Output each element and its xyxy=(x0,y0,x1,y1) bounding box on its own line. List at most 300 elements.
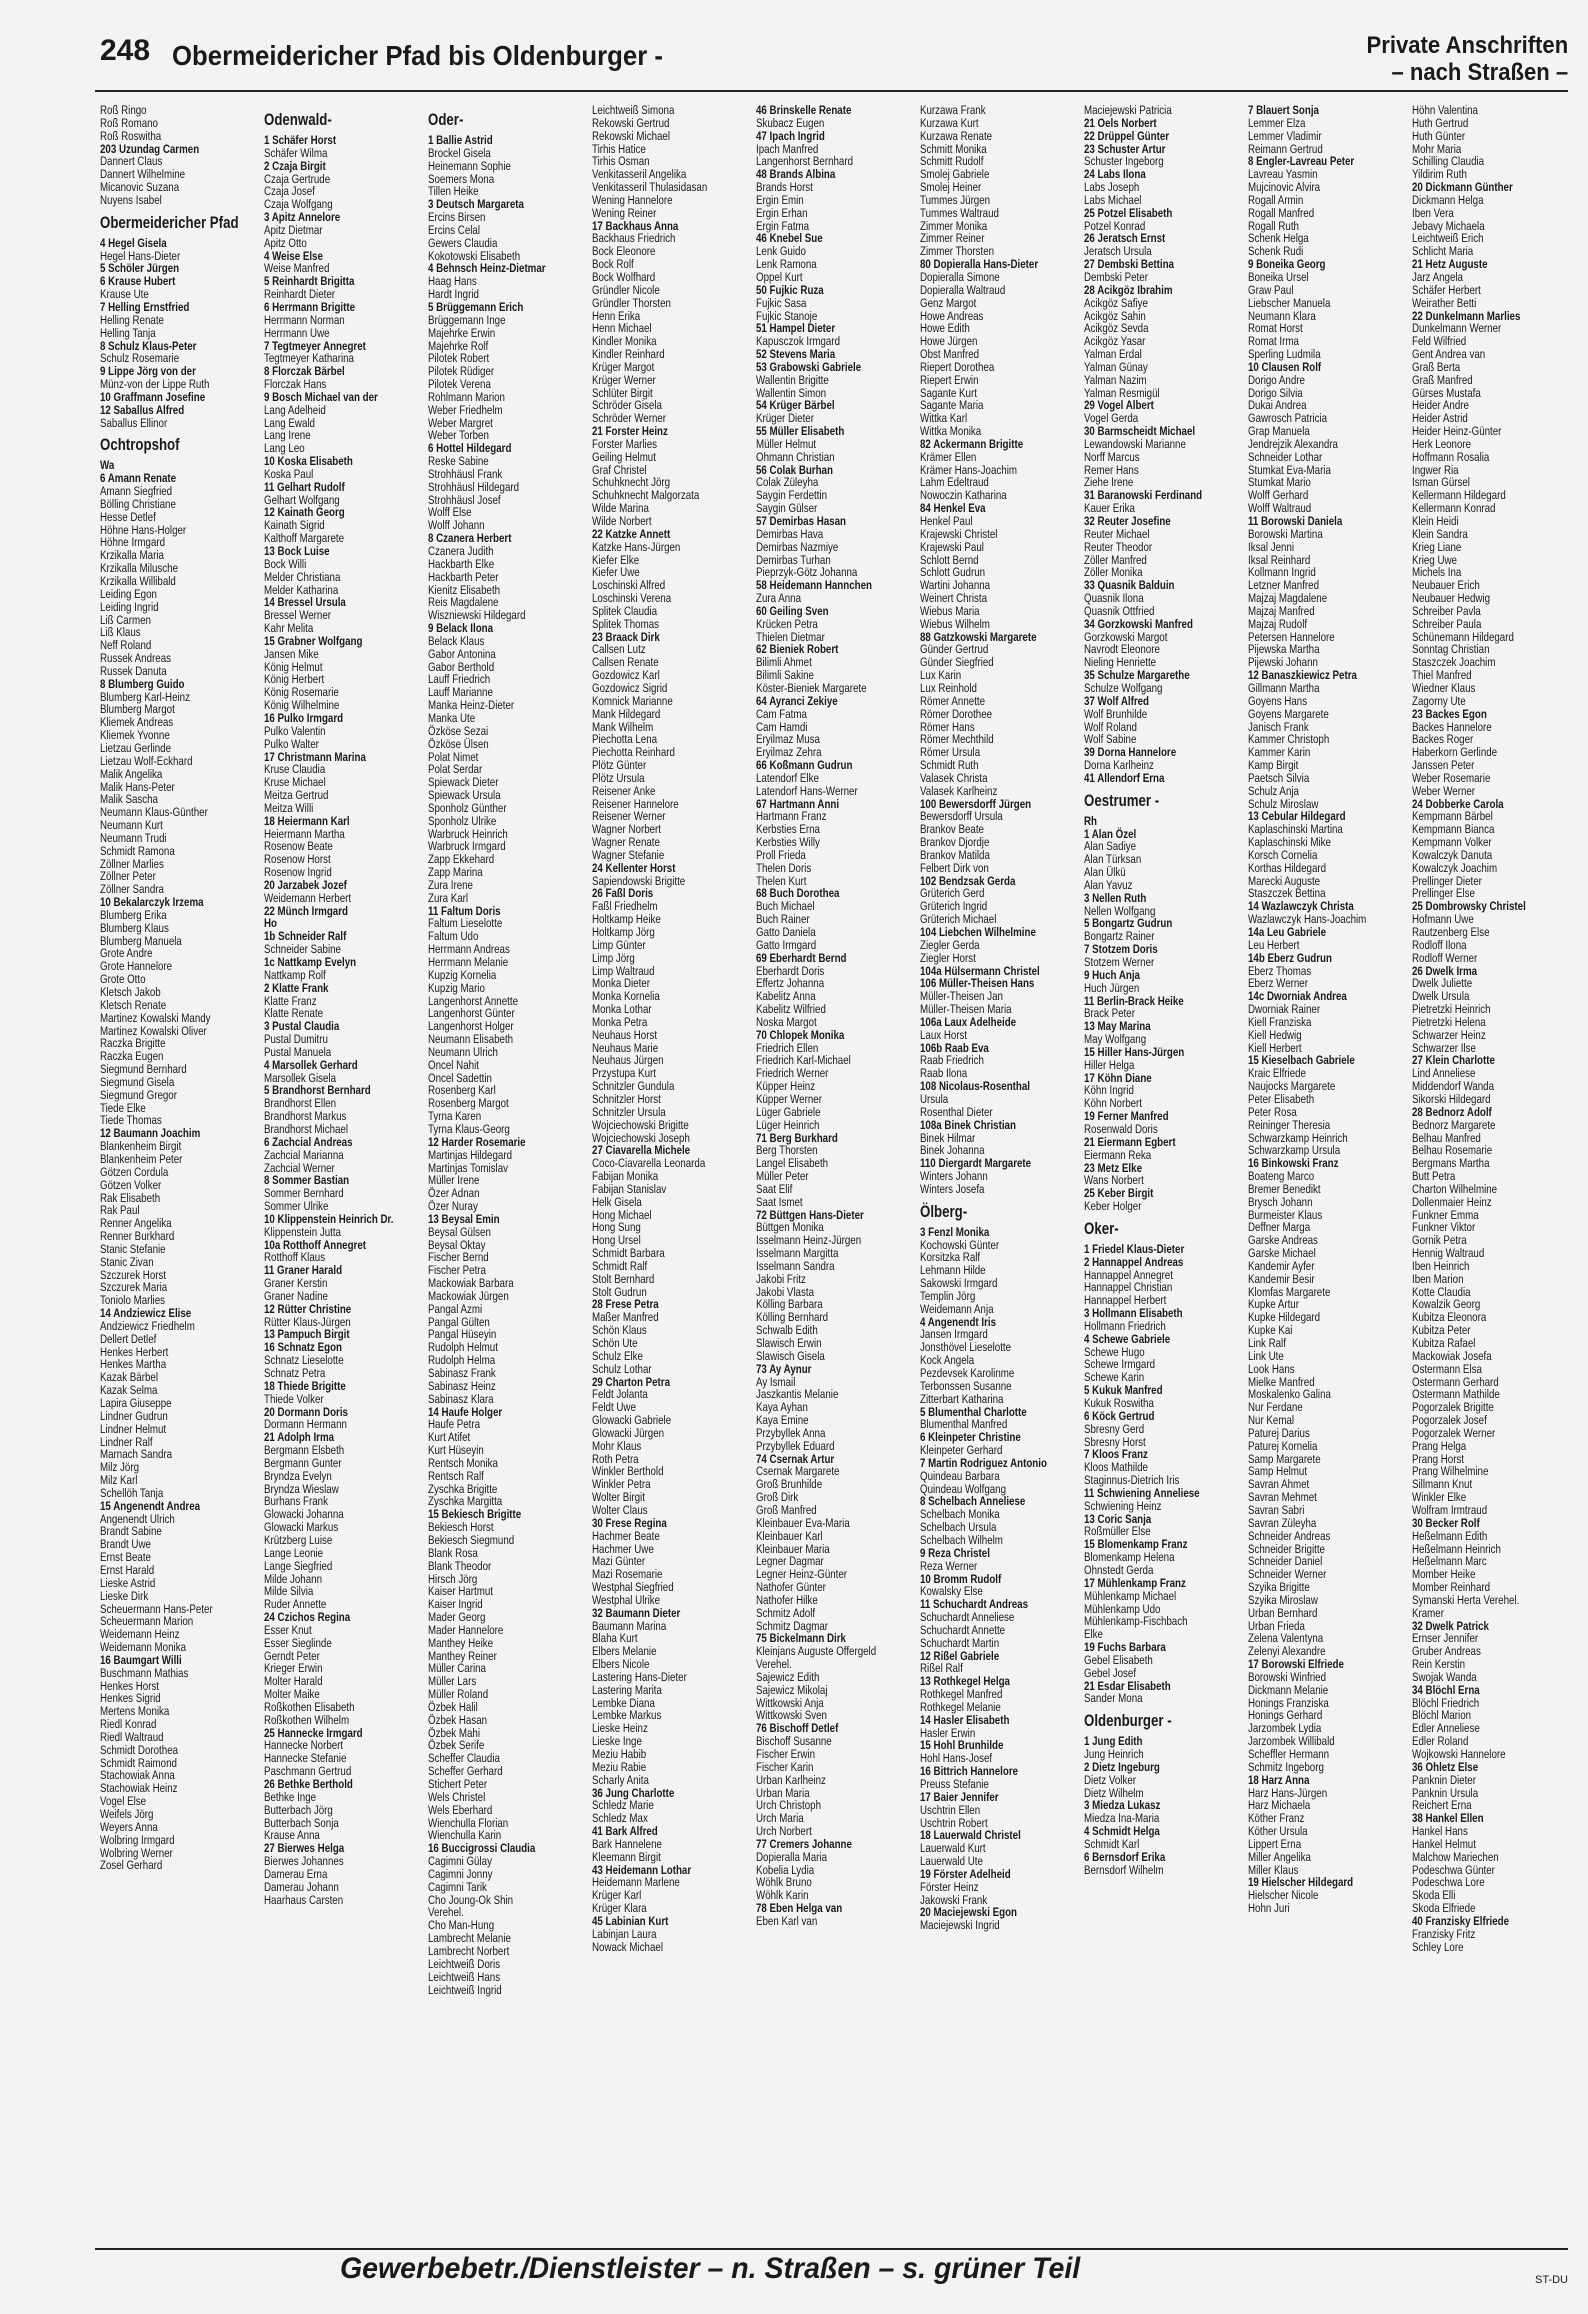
directory-entry: Blankenheim Peter xyxy=(100,1151,183,1166)
directory-entry: Czanera Judith xyxy=(428,544,494,558)
directory-entry: Schenk Rudi xyxy=(1248,244,1304,259)
directory-entry: Brankov Beate xyxy=(920,822,984,837)
directory-entry: 12 Saballus Alfred xyxy=(100,402,185,417)
directory-entry: Brysch Johann xyxy=(1248,1194,1313,1209)
directory-entry: Melder Christiana xyxy=(264,569,341,584)
directory-entry: Yalman Günay xyxy=(1084,359,1148,374)
directory-entry: Krämer Ellen xyxy=(920,449,977,464)
directory-entry: Glowacki Jürgen xyxy=(592,1425,665,1440)
directory-entry: 16 Schnatz Egon xyxy=(264,1340,343,1355)
directory-entry: Swojak Wanda xyxy=(1412,1669,1477,1684)
directory-entry: Kiell Franziska xyxy=(1248,1014,1312,1029)
directory-entry: Nowack Michael xyxy=(592,1939,663,1954)
directory-entry: Wening Hannelore xyxy=(592,192,673,207)
directory-entry: Sbresny Horst xyxy=(1084,1434,1146,1449)
directory-entry: Szyika Brigitte xyxy=(1248,1580,1310,1595)
directory-entry: Kempmann Bärbel xyxy=(1412,809,1493,824)
directory-entry: Look Hans xyxy=(1248,1361,1295,1376)
directory-entry: Kletsch Jakob xyxy=(100,985,161,999)
directory-entry: Weifels Jörg xyxy=(100,1807,154,1821)
directory-entry: Schmitt Monika xyxy=(920,141,987,156)
directory-entry: 20 Maciejewski Egon xyxy=(920,1905,1018,1920)
directory-entry: Gillmann Martha xyxy=(1248,680,1320,695)
directory-entry: Wiebus Maria xyxy=(920,603,980,618)
directory-entry: Lang Leo xyxy=(264,441,305,456)
directory-entry: Wagner Renate xyxy=(592,835,660,850)
directory-entry: Langenhorst Annette xyxy=(428,993,518,1008)
directory-entry: Blaha Kurt xyxy=(592,1631,638,1646)
directory-entry: Tillen Heike xyxy=(428,184,479,199)
directory-entry: Schmitz Dagmar xyxy=(756,1618,829,1633)
directory-entry: 106b Raab Eva xyxy=(920,1040,989,1055)
directory-entry: 7 Martin Rodriguez Antonio xyxy=(920,1455,1047,1470)
directory-entry: 17 Backhaus Anna xyxy=(592,218,679,233)
directory-entry: 32 Baumann Dieter xyxy=(592,1605,681,1620)
directory-entry: Belhau Manfred xyxy=(1412,1130,1481,1145)
directory-entry: Martinjas Tomislav xyxy=(428,1160,509,1175)
directory-entry: Özköse Ülsen xyxy=(428,736,489,751)
directory-entry: Isman Gürsel xyxy=(1412,475,1470,490)
directory-entry: Lavreau Yasmin xyxy=(1248,167,1318,182)
directory-entry: Brankov Djordje xyxy=(920,835,990,850)
directory-entry: Kloos Mathilde xyxy=(1084,1460,1148,1475)
directory-entry: Damerau Erna xyxy=(264,1866,328,1881)
directory-entry: Bilimli Ahmet xyxy=(756,655,812,670)
directory-entry: Jaszkantis Melanie xyxy=(756,1387,839,1402)
directory-entry: Wagner Stefanie xyxy=(592,847,665,862)
directory-entry: 5 Bongartz Gudrun xyxy=(1084,916,1173,931)
directory-entry: Raab Ilona xyxy=(920,1066,968,1081)
directory-entry: 8 Florczak Bärbel xyxy=(264,364,345,379)
directory-entry: 28 Bednorz Adolf xyxy=(1412,1104,1492,1119)
directory-entry: 11 Graner Harald xyxy=(264,1263,343,1278)
directory-entry: Korsitzka Ralf xyxy=(920,1250,981,1265)
directory-entry: 40 Franzisky Elfriede xyxy=(1412,1913,1510,1928)
directory-entry: 3 Hollmann Elisabeth xyxy=(1084,1306,1183,1321)
directory-entry: Leu Herbert xyxy=(1248,937,1300,952)
directory-entry: Özbek Serife xyxy=(428,1738,485,1753)
directory-entry: Wojciechowski Joseph xyxy=(592,1130,690,1145)
directory-entry: Meziu Rabie xyxy=(592,1759,647,1774)
directory-entry: Zagorny Ute xyxy=(1412,693,1466,708)
directory-entry: Stolt Gudrun xyxy=(592,1284,647,1299)
directory-entry: Krajewski Christel xyxy=(920,526,998,541)
directory-entry: Esser Knut xyxy=(264,1622,312,1637)
directory-entry: Jansen Mike xyxy=(264,646,319,661)
directory-entry: Raczka Eugen xyxy=(100,1049,164,1064)
directory-entry: Klippenstein Jutta xyxy=(264,1224,341,1239)
directory-entry: Thelen Doris xyxy=(756,860,812,875)
directory-entry: 37 Wolf Alfred xyxy=(1084,693,1150,708)
directory-entry: 18 Harz Anna xyxy=(1248,1772,1310,1787)
directory-entry: Friedrich Ellen xyxy=(756,1040,819,1055)
directory-entry: 54 Krüger Bärbel xyxy=(756,398,835,413)
directory-entry: Müller Roland xyxy=(428,1687,489,1702)
directory-entry: Dollenmaier Heinz xyxy=(1412,1194,1492,1209)
directory-entry: Rothkegel Manfred xyxy=(920,1687,1003,1702)
directory-entry: Weber Werner xyxy=(1412,783,1476,798)
directory-entry: Bock Rolf xyxy=(592,257,634,272)
directory-entry: 29 Charton Petra xyxy=(592,1374,671,1389)
directory-entry: Naujocks Margarete xyxy=(1248,1079,1336,1094)
directory-entry: Krücken Petra xyxy=(756,616,818,631)
directory-entry: Kotte Claudia xyxy=(1412,1284,1471,1299)
directory-entry: Hachmer Beate xyxy=(592,1528,660,1543)
directory-entry: Rogall Manfred xyxy=(1248,205,1315,220)
directory-entry: Isselmann Sandra xyxy=(756,1258,835,1273)
directory-entry: Demirbas Hava xyxy=(756,526,824,541)
directory-entry: Szczurek Maria xyxy=(100,1280,168,1295)
directory-entry: Schwarzkamp Heinrich xyxy=(1248,1130,1348,1145)
directory-entry: Leichtweiß Erich xyxy=(1412,231,1484,246)
directory-entry: Höhne Hans-Holger xyxy=(100,522,187,537)
directory-entry: Henn Erika xyxy=(592,308,641,323)
directory-entry: Acikgöz Yasar xyxy=(1084,334,1146,349)
directory-entry: Navrodt Eleonore xyxy=(1084,642,1160,657)
directory-entry: Kauer Erika xyxy=(1084,501,1135,516)
directory-entry: Scheuermann Marion xyxy=(100,1614,194,1629)
directory-entry: König Helmut xyxy=(264,659,323,674)
directory-entry: Wittka Karl xyxy=(920,411,968,426)
directory-entry: 5 Schöler Jürgen xyxy=(100,261,180,276)
directory-entry: Wöhlk Bruno xyxy=(756,1875,812,1890)
directory-entry: 46 Knebel Sue xyxy=(756,231,823,246)
directory-entry: Przybyllek Anna xyxy=(756,1425,826,1440)
directory-entry: Fischer Petra xyxy=(428,1263,486,1278)
directory-entry: Wolff Gerhard xyxy=(1248,488,1309,503)
directory-entry: 77 Cremers Johanne xyxy=(756,1836,852,1851)
directory-entry: 106a Laux Adelheide xyxy=(920,1014,1017,1029)
directory-entry: Jebavy Michaela xyxy=(1412,218,1485,233)
directory-entry: 19 Hielscher Hildegard xyxy=(1248,1875,1354,1890)
directory-entry: Wa xyxy=(100,458,115,473)
directory-entry: Oncel Nahit xyxy=(428,1057,479,1072)
directory-entry: 43 Heidemann Lothar xyxy=(592,1862,692,1877)
directory-entry: Pieprzyk-Götz Johanna xyxy=(756,565,858,580)
directory-entry: Schneider Daniel xyxy=(1248,1554,1323,1569)
directory-entry: 29 Vogel Albert xyxy=(1084,398,1154,413)
directory-entry: Bethke Inge xyxy=(264,1789,317,1804)
directory-entry: Liß Klaus xyxy=(100,625,141,640)
directory-entry: Quasnik Ottfried xyxy=(1084,603,1155,618)
directory-entry: Sponholz Ulrike xyxy=(428,813,497,828)
directory-entry: Miller Klaus xyxy=(1248,1862,1299,1877)
directory-entry: Mader Hannelore xyxy=(428,1622,504,1637)
directory-entry: Siegmund Gisela xyxy=(100,1074,175,1089)
directory-entry: Pilotek Rüdiger xyxy=(428,364,495,379)
directory-entry: Schön Ute xyxy=(592,1336,638,1350)
directory-entry: Ernst Beate xyxy=(100,1550,151,1565)
directory-entry: Zura Karl xyxy=(428,890,469,905)
directory-entry: Coco-Ciavarella Leonarda xyxy=(592,1156,706,1171)
directory-entry: Mujcinovic Alvira xyxy=(1248,180,1321,195)
directory-entry: 1 Friedel Klaus-Dieter xyxy=(1084,1241,1185,1256)
directory-entry: 45 Labinian Kurt xyxy=(592,1913,669,1928)
directory-entry: Kabelitz Wilfried xyxy=(756,1002,826,1017)
directory-entry: Krüger Werner xyxy=(592,372,656,387)
directory-entry: Florczak Hans xyxy=(264,377,327,392)
directory-entry: Blank Theodor xyxy=(428,1558,492,1573)
directory-entry: 19 Ferner Manfred xyxy=(1084,1109,1169,1124)
directory-entry: Brack Peter xyxy=(1084,1006,1135,1021)
directory-entry: Kaplaschinski Mike xyxy=(1248,835,1331,850)
directory-entry: 5 Brüggemann Erich xyxy=(428,299,524,314)
directory-entry: Kurzawa Kurt xyxy=(920,115,979,130)
directory-entry: Kletsch Renate xyxy=(100,997,167,1012)
directory-entry: Neubauer Hedwig xyxy=(1412,591,1491,606)
directory-entry: Podeschwa Günter xyxy=(1412,1862,1495,1877)
directory-entry: Tummes Jürgen xyxy=(920,192,991,207)
directory-entry: Neumann Elisabeth xyxy=(428,1032,514,1047)
directory-entry: Berg Thorsten xyxy=(756,1143,818,1158)
directory-entry: Kaiser Hartmut xyxy=(428,1584,494,1599)
directory-entry: Melder Katharina xyxy=(264,582,339,597)
directory-entry: Kleemann Birgit xyxy=(592,1849,661,1864)
directory-entry: Nathofer Günter xyxy=(756,1580,826,1595)
directory-entry: Schneider Brigitte xyxy=(1248,1541,1325,1556)
directory-entry: Schwalb Edith xyxy=(756,1323,818,1338)
directory-entry: Siegmund Bernhard xyxy=(100,1062,187,1077)
directory-entry: Nur Kemal xyxy=(1248,1413,1295,1428)
directory-entry: Gornik Petra xyxy=(1412,1233,1467,1248)
directory-entry: 47 Ipach Ingrid xyxy=(756,128,825,143)
directory-entry: Piechotta Lena xyxy=(592,732,658,747)
directory-entry: Winkler Berthold xyxy=(592,1464,664,1479)
directory-entry: 27 Ciavarella Michele xyxy=(592,1143,691,1158)
directory-entry: Scheuermann Hans-Peter xyxy=(100,1601,213,1616)
directory-entry: Zura Anna xyxy=(756,591,801,606)
directory-entry: Majzaj Manfred xyxy=(1248,603,1315,618)
directory-entry: Glowacki Johanna xyxy=(264,1507,344,1522)
footer-text: Gewerbebetr./Dienstleister – n. Straßen – s. grüner Teil xyxy=(340,2252,1081,2285)
directory-entry: Remer Hans xyxy=(1084,462,1139,477)
directory-entry: 110 Diergardt Margarete xyxy=(920,1156,1032,1171)
directory-entry: Schewe Karin xyxy=(1084,1370,1145,1385)
directory-entry: Romat Horst xyxy=(1248,321,1303,336)
directory-entry: Gent Andrea van xyxy=(1412,347,1486,362)
directory-entry: Edler Roland xyxy=(1412,1734,1469,1749)
directory-entry: 62 Bieniek Robert xyxy=(756,642,839,657)
directory-entry: Spiewack Dieter xyxy=(428,775,499,790)
directory-entry: 28 Acikgöz Ibrahim xyxy=(1084,282,1173,297)
directory-entry: Schmitz Ingeborg xyxy=(1248,1759,1324,1774)
directory-entry: Roß Romano xyxy=(100,115,158,130)
directory-entry: Günder Siegfried xyxy=(920,655,994,670)
directory-entry: Özer Adnan xyxy=(428,1186,480,1201)
directory-entry: Paetsch Silvia xyxy=(1248,770,1310,785)
directory-entry: Bergmann Elsbeth xyxy=(264,1443,345,1458)
directory-entry: Mazi Rosemarie xyxy=(592,1567,663,1582)
directory-entry: Krämer Hans-Joachim xyxy=(920,462,1017,477)
directory-entry: Kowalczyk Joachim xyxy=(1412,860,1498,875)
directory-entry: Schmidt Raimond xyxy=(100,1755,177,1770)
directory-entry: Jansen Irmgard xyxy=(920,1327,988,1342)
directory-entry: Sagante Maria xyxy=(920,398,984,413)
directory-entry: Herrmann Norman xyxy=(264,312,345,327)
directory-entry: Nathofer Hilke xyxy=(756,1592,818,1607)
directory-entry: Klatte Franz xyxy=(264,993,317,1008)
directory-entry: Deffner Marga xyxy=(1248,1220,1311,1235)
directory-entry: Kölling Barbara xyxy=(756,1297,823,1312)
directory-entry: 20 Dickmann Günther xyxy=(1412,180,1513,195)
directory-entry: Kliemek Yvonne xyxy=(100,728,170,743)
directory-entry: Riepert Erwin xyxy=(920,372,979,387)
directory-entry: Mertens Monika xyxy=(100,1704,170,1719)
directory-entry: 203 Uzundag Carmen xyxy=(100,141,200,156)
directory-entry: Lahm Edeltraud xyxy=(920,475,989,490)
directory-entry: Blöchl Marion xyxy=(1412,1708,1472,1723)
directory-entry: Komnick Marianne xyxy=(592,693,673,708)
directory-entry: Kammer Karin xyxy=(1248,745,1311,760)
directory-entry: 20 Dormann Doris xyxy=(264,1404,348,1419)
directory-entry: Limp Günter xyxy=(592,937,646,952)
directory-entry: Lange Siegfried xyxy=(264,1558,333,1573)
directory-entry: Amann Siegfried xyxy=(100,484,173,499)
directory-entry: Ruder Annette xyxy=(264,1597,327,1612)
directory-entry: Schnatz Lieselotte xyxy=(264,1353,344,1368)
directory-entry: 6 Hottel Hildegard xyxy=(428,441,512,456)
directory-entry: 21 Forster Heinz xyxy=(592,424,668,439)
directory-entry: Gründler Thorsten xyxy=(592,295,671,310)
directory-entry: 23 Metz Elke xyxy=(1084,1160,1142,1175)
directory-entry: Bock Wolfhard xyxy=(592,269,656,284)
directory-entry: Quindeau Wolfgang xyxy=(920,1481,1007,1496)
directory-entry: Römer Annette xyxy=(920,693,986,708)
directory-entry: 8 Blumberg Guido xyxy=(100,676,185,691)
directory-entry: Norff Marcus xyxy=(1084,449,1140,464)
directory-entry: Hong Sung xyxy=(592,1220,641,1235)
directory-entry: Zimmer Reiner xyxy=(920,231,985,246)
directory-entry: Zöller Monika xyxy=(1084,565,1143,580)
directory-entry: 9 Bosch Michael van der xyxy=(264,389,378,404)
directory-entry: Samp Helmut xyxy=(1248,1464,1308,1479)
directory-entry: Schwiening Heinz xyxy=(1084,1498,1162,1513)
footer-code: ST-DU xyxy=(1535,2274,1568,2286)
directory-entry: Sillmann Knut xyxy=(1412,1477,1473,1492)
directory-entry: Colak Züleyha xyxy=(756,475,819,490)
street-heading: Oestrumer - xyxy=(1084,790,1160,810)
directory-entry: Reske Sabine xyxy=(428,454,489,469)
directory-entry: Slawisch Gisela xyxy=(756,1348,825,1363)
directory-entry: Mohr Maria xyxy=(1412,141,1462,156)
directory-entry: Reuter Michael xyxy=(1084,526,1150,541)
directory-entry: 7 Kloos Franz xyxy=(1084,1447,1148,1462)
directory-entry: Weinert Christa xyxy=(920,591,988,606)
directory-entry: Loschinski Alfred xyxy=(592,578,666,593)
directory-entry: Rodloff Ilona xyxy=(1412,937,1467,952)
directory-entry: Cam Hamdi xyxy=(756,719,808,734)
directory-entry: Jarzombek Willibald xyxy=(1248,1734,1335,1749)
directory-entry: Labs Michael xyxy=(1084,192,1142,207)
directory-entry: Slawisch Erwin xyxy=(756,1336,822,1350)
directory-entry: Fabijan Monika xyxy=(592,1169,659,1184)
directory-entry: Gatto Irmgard xyxy=(756,937,817,952)
directory-entry: 60 Geiling Sven xyxy=(756,603,829,618)
directory-entry: Honings Franziska xyxy=(1248,1695,1329,1710)
directory-entry: Staszczek Joachim xyxy=(1412,655,1496,670)
directory-entry: Mühlenkamp Michael xyxy=(1084,1588,1177,1603)
directory-entry: Hannecke Norbert xyxy=(264,1738,344,1753)
directory-entry: Holtkamp Jörg xyxy=(592,925,655,939)
page-title: Obermeidericher Pfad bis Oldenburger - xyxy=(172,40,663,71)
directory-entry: Thielen Dietmar xyxy=(756,629,825,644)
directory-entry: Yildirim Ruth xyxy=(1412,167,1467,182)
directory-entry: Dellert Detlef xyxy=(100,1331,157,1346)
directory-entry: Panknin Dieter xyxy=(1412,1772,1476,1787)
directory-entry: 3 Deutsch Margareta xyxy=(428,197,524,212)
directory-entry: Nur Ferdane xyxy=(1248,1400,1303,1415)
directory-entry: 6 Kleinpeter Christine xyxy=(920,1430,1021,1445)
directory-entry: Müller-Theisen Jan xyxy=(920,989,1003,1004)
directory-entry: 58 Heidemann Hannchen xyxy=(756,578,872,593)
directory-entry: 82 Ackermann Brigitte xyxy=(920,436,1024,451)
directory-entry: Schuchardt Anneliese xyxy=(920,1610,1015,1625)
directory-entry: Zyschka Brigitte xyxy=(428,1481,498,1496)
directory-entry: Holtkamp Heike xyxy=(592,912,661,927)
directory-entry: Strohhäusl Frank xyxy=(428,466,503,481)
directory-entry: Demirbas Turhan xyxy=(756,552,831,567)
directory-entry: Prellinger Else xyxy=(1412,886,1475,901)
directory-entry: Kruse Claudia xyxy=(264,762,326,777)
directory-entry: Przybyllek Eduard xyxy=(756,1438,835,1453)
directory-entry: 14 Bressel Ursula xyxy=(264,595,346,610)
directory-entry: Stolt Bernhard xyxy=(592,1271,655,1286)
directory-entry: Stichert Peter xyxy=(428,1777,488,1791)
directory-entry: Graß Berta xyxy=(1412,359,1461,374)
directory-entry: Monka Petra xyxy=(592,1014,648,1029)
directory-entry: Zura Irene xyxy=(428,877,473,892)
directory-entry: Majehrke Rolf xyxy=(428,338,489,353)
directory-entry: Polat Serdar xyxy=(428,762,483,777)
directory-entry: Faltum Udo xyxy=(428,929,479,944)
directory-entry: Kerbsties Willy xyxy=(756,835,820,850)
directory-column xyxy=(264,104,424,2239)
directory-entry: Gozdowicz Sigrid xyxy=(592,680,668,695)
directory-entry: Kazak Bärbel xyxy=(100,1370,158,1385)
directory-entry: Köther Ursula xyxy=(1248,1824,1308,1839)
directory-entry: Eiermann Reka xyxy=(1084,1147,1152,1162)
directory-entry: Cagimni Jonny xyxy=(428,1866,493,1881)
directory-entry: 48 Brands Albina xyxy=(756,167,836,182)
directory-entry: Müller-Theisen Maria xyxy=(920,1002,1012,1017)
directory-entry: Samp Margarete xyxy=(1248,1451,1321,1466)
directory-entry: Sponholz Günther xyxy=(428,800,507,815)
directory-entry: Limp Waltraud xyxy=(592,963,655,978)
directory-entry: Lenk Guido xyxy=(756,244,806,259)
directory-entry: Howe Edith xyxy=(920,321,970,336)
directory-entry: Schäfer Herbert xyxy=(1412,282,1481,297)
directory-entry: 27 Dembski Bettina xyxy=(1084,257,1174,272)
directory-entry: Rogall Ruth xyxy=(1248,218,1299,233)
directory-entry: 18 Lauerwald Christel xyxy=(920,1828,1021,1843)
directory-entry: 34 Blöchl Erna xyxy=(1412,1682,1480,1697)
directory-entry: Schreiber Paula xyxy=(1412,616,1482,631)
directory-entry: Plötz Günter xyxy=(592,758,647,773)
street-heading: Oker- xyxy=(1084,1218,1119,1238)
directory-entry: Wiedner Klaus xyxy=(1412,680,1476,695)
directory-entry: Schellöh Tanja xyxy=(100,1485,164,1500)
directory-entry: Zelenyi Alexandre xyxy=(1248,1644,1326,1659)
directory-entry: Özbek Mahi xyxy=(428,1725,481,1740)
directory-entry: Dickmann Helga xyxy=(1412,192,1484,207)
directory-entry: Backhaus Friedrich xyxy=(592,231,676,246)
directory-entry: Wilde Marina xyxy=(592,501,649,516)
directory-entry: Pogorzalek Werner xyxy=(1412,1425,1496,1440)
directory-entry: Rosenthal Dieter xyxy=(920,1104,993,1119)
directory-entry: 35 Schulze Margarethe xyxy=(1084,668,1190,683)
directory-entry: Ergin Emin xyxy=(756,192,804,207)
directory-entry: Czaja Wolfgang xyxy=(264,197,333,212)
